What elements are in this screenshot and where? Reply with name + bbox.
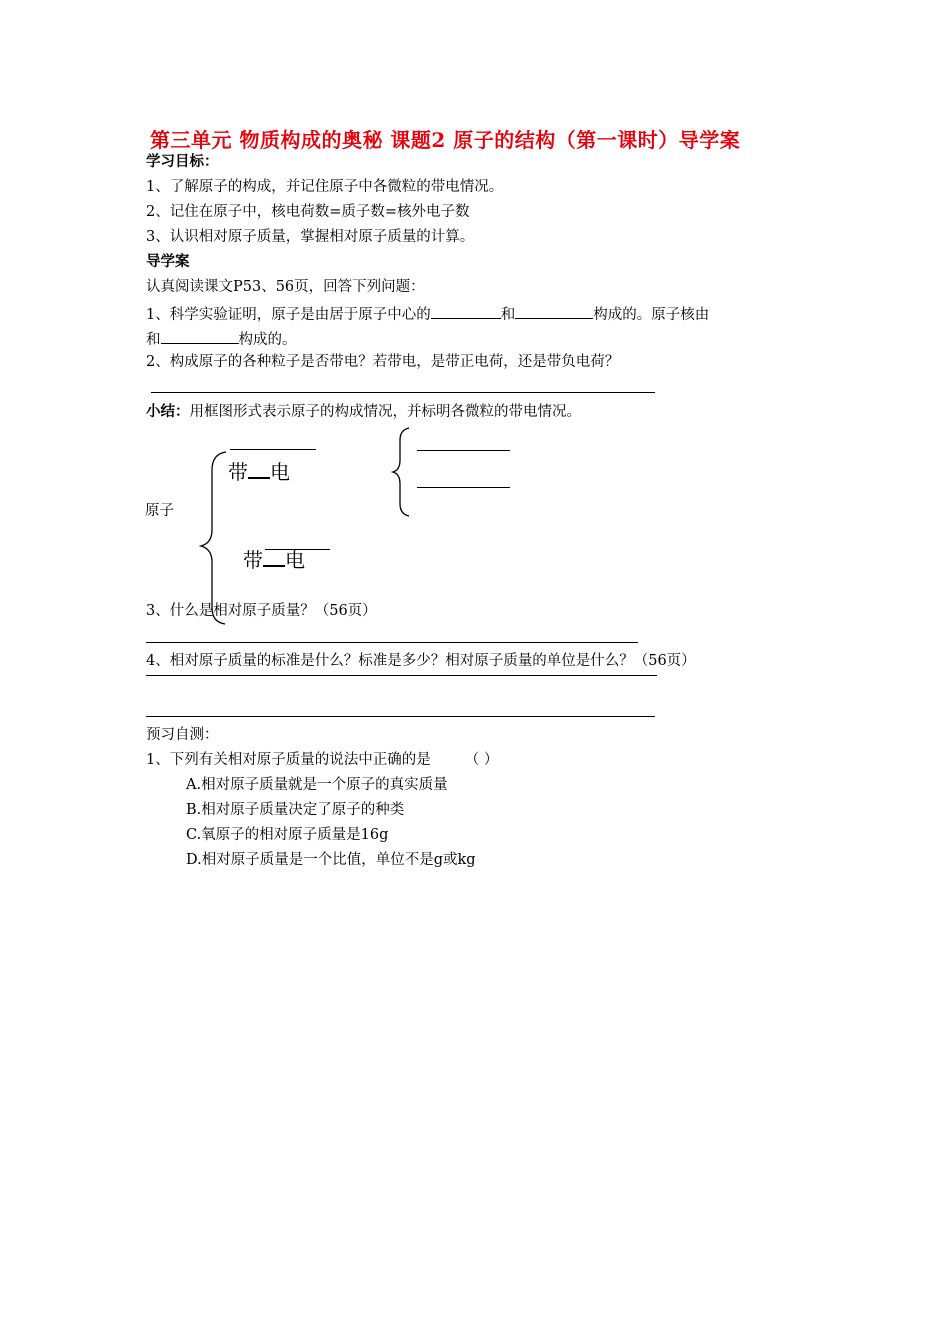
question-3: 3、什么是相对原子质量？（56页） — [146, 603, 377, 619]
q1-part2: 和 — [500, 307, 516, 323]
guide-intro: 认真阅读课文P53、56页，回答下列问题： — [146, 279, 425, 295]
guide-heading: 导学案 — [146, 253, 190, 270]
objective-item: 1、了解原子的构成，并记住原子中各微粒的带电情况。 — [146, 179, 504, 195]
summary-text: 用框图形式表示原子的构成情况，并标明各微粒的带电情况。 — [189, 404, 581, 420]
option-a[interactable]: A.相对原子质量就是一个原子的真实质量 — [186, 777, 448, 793]
lower-charge: 带 — [243, 548, 263, 572]
answer-paren[interactable]: （ ） — [464, 752, 499, 768]
large-brace — [201, 452, 226, 624]
summary-label: 小结： — [146, 403, 190, 420]
question-2: 2、构成原子的各种粒子是否带电？若带电，是带正电荷，还是带负电荷？ — [146, 354, 620, 370]
answer-line[interactable] — [146, 642, 638, 643]
q1-line2-start: 和 — [146, 332, 161, 348]
option-d[interactable]: D.相对原子质量是一个比值，单位不是g或kg — [186, 852, 476, 868]
answer-line[interactable] — [146, 675, 657, 676]
upper-unit: 电 — [270, 460, 290, 484]
atom-label: 原子 — [145, 503, 174, 519]
self-test-question — [146, 751, 498, 769]
objective-item: 2、记住在原子中，核电荷数=质子数=核外电子数 — [146, 204, 470, 220]
q1-line2-end: 构成的。 — [238, 332, 297, 348]
option-b[interactable]: B.相对原子质量决定了原子的种类 — [186, 802, 405, 818]
self-test-question-text: 1、下列有关相对原子质量的说法中正确的是 — [146, 752, 431, 768]
question-4: 4、相对原子质量的标准是什么？标准是多少？相对原子质量的单位是什么？（56页） — [146, 653, 696, 669]
small-brace — [393, 428, 409, 516]
objective-item: 3、认识相对原子质量，掌握相对原子质量的计算。 — [146, 229, 475, 245]
q1-part3: 构成的。原子核由 — [593, 307, 710, 323]
option-c[interactable]: C.氧原子的相对原子质量是16g — [186, 827, 389, 843]
lower-unit: 电 — [285, 548, 305, 572]
page-title: 第三单元 物质构成的奥秘 课题2 原子的结构（第一课时）导学案 — [150, 128, 741, 152]
objectives-heading: 学习目标： — [146, 153, 219, 170]
self-test-heading: 预习自测： — [146, 727, 219, 743]
q1-part1: 1、科学实验证明，原子是由居于原子中心的 — [146, 307, 431, 323]
answer-line[interactable] — [146, 716, 655, 717]
upper-charge: 带 — [228, 460, 248, 484]
